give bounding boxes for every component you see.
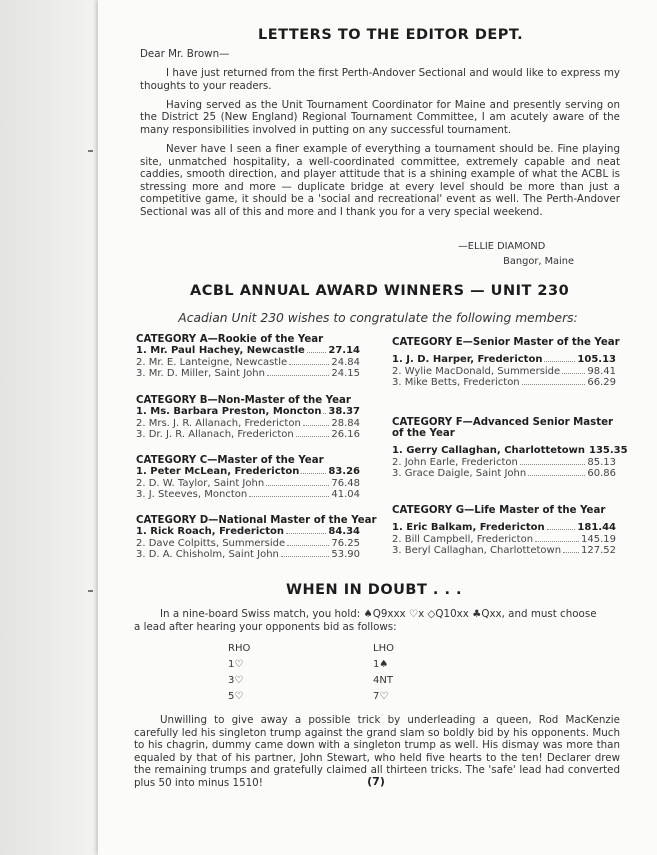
award-row: 2. Mr. E. Lanteigne, Newcastle 24.84 (136, 356, 360, 368)
category-title: CATEGORY A—Rookie of the Year (136, 334, 324, 345)
category-c (136, 455, 360, 501)
category-title: CATEGORY C—Master of the Year (136, 455, 324, 466)
award-row: 3. Grace Daigle, Saint John 60.86 (392, 468, 616, 479)
story-paragraph: Unwilling to give away a possible trick by underleading a queen, Rod MacKenzie carefully led his singleton trump against the grand slam so boldly bid by his opponents. Much to his chagrin, dummy came down with a singleton trump as well. His dismay was more than equaled by that of his partner, John Stewart, who held five hearts to the ten! Declarer drew the remaining trumps and gratefully claimed all thirteen tricks. The 'safe' lead had converted plus 50 into minus 1510! (134, 714, 620, 789)
category-d (136, 515, 377, 561)
category-g (392, 505, 616, 557)
category-f (392, 417, 628, 480)
award-row: 1. Eric Balkam, Fredericton 181.44 (392, 522, 616, 533)
category-title: CATEGORY G—Life Master of the Year (392, 505, 606, 516)
category-b (136, 395, 360, 441)
award-row: 2. Bill Campbell, Fredericton 145.19 (392, 533, 616, 545)
letters-heading: LETTERS TO THE EDITOR DEPT. (258, 27, 524, 43)
rho-label: RHO (228, 643, 251, 654)
award-row: 2. Dave Colpitts, Summerside 76.25 (136, 537, 360, 549)
awards-tagline: Acadian Unit 230 wishes to congratulate the following members: (178, 311, 578, 325)
letter-location: Bangor, Maine (503, 256, 574, 267)
award-row: 2. Wylie MacDonald, Summerside 98.41 (392, 365, 616, 377)
bid: 1♠ (373, 659, 389, 670)
award-row: 1. Peter McLean, Fredericton 83.26 (136, 466, 360, 477)
award-row: 2. Mrs. J. R. Allanach, Fredericton 28.84 (136, 417, 360, 429)
hand-line: In a nine-board Swiss match, you hold: ♠Q9xxx ♡x ◇Q10xx ♣Qxx, and must choose (160, 608, 597, 620)
letter-paragraph: Having served as the Unit Tournament Coordinator for Maine and presently serving on the District 25 (New England) Regional Tournament Committee, I am acutely aware of the many responsibilities involved in putting on any successful tournament. (140, 98, 620, 136)
document-page (98, 0, 657, 855)
bid: 7♡ (373, 691, 389, 702)
bid: 1♡ (228, 659, 244, 670)
award-row: 3. Mr. D. Miller, Saint John 24.15 (136, 368, 360, 379)
doubt-heading: WHEN IN DOUBT . . . (286, 582, 463, 598)
award-row: 1. J. D. Harper, Fredericton 105.13 (392, 354, 616, 365)
letter-salutation: Dear Mr. Brown— (140, 48, 230, 60)
bid: 4NT (373, 675, 393, 686)
rho-bids (228, 641, 250, 705)
hand-description (134, 608, 624, 633)
category-title: CATEGORY D—National Master of the Year (136, 515, 377, 526)
page-number: (7) (367, 775, 385, 788)
award-row: 1. Gerry Callaghan, Charlottetown 135.35 (392, 445, 628, 456)
award-row: 3. Mike Betts, Fredericton 66.29 (392, 377, 616, 388)
category-title-cont: of the Year (392, 428, 455, 439)
award-row: 1. Ms. Barbara Preston, Moncton 38.37 (136, 406, 360, 417)
category-title: CATEGORY B—Non-Master of the Year (136, 395, 351, 406)
bid: 3♡ (228, 675, 244, 686)
binding-mark (88, 590, 93, 592)
bid: 5♡ (228, 691, 244, 702)
category-e (392, 337, 620, 389)
hand-line: a lead after hearing your opponents bid as follows: (134, 620, 397, 633)
letter-paragraph: I have just returned from the first Perth-Andover Sectional and would like to express my thoughts to your readers. (140, 67, 620, 92)
award-row: 3. Dr. J. R. Allanach, Fredericton 26.16 (136, 429, 360, 440)
award-row: 3. J. Steeves, Moncton 41.04 (136, 489, 360, 500)
letter-paragraph: Never have I seen a finer example of everything a tournament should be. Fine playing site, unmatched hospitality, a well-coordinated committee, extremely capable and neat caddies, smooth direction, and player attitude that is a shining example of what the ACBL is stressing more and more — duplicate bridge at every level should be more than just a competitive game, it should be a 'social and recreational' event as well. The Perth-Andover Sectional was all of this and more and I thank you for a very special weekend. (140, 143, 620, 219)
binding-mark (88, 150, 93, 152)
award-row: 3. D. A. Chisholm, Saint John 53.90 (136, 549, 360, 560)
letter-signature: —ELLIE DIAMOND (458, 241, 546, 252)
category-title: CATEGORY E—Senior Master of the Year (392, 337, 620, 348)
category-title: CATEGORY F—Advanced Senior Master (392, 417, 614, 428)
letter-body (140, 48, 620, 225)
lho-label: LHO (373, 643, 394, 654)
award-row: 1. Rick Roach, Fredericton 84.34 (136, 526, 360, 537)
award-row: 3. Beryl Callaghan, Charlottetown 127.52 (392, 545, 616, 556)
award-row: 1. Mr. Paul Hachey, Newcastle 27.14 (136, 345, 360, 356)
award-row: 2. John Earle, Fredericton 85.13 (392, 456, 616, 468)
award-row: 2. D. W. Taylor, Saint John 76.48 (136, 477, 360, 489)
lho-bids (373, 641, 394, 705)
category-a (136, 334, 360, 380)
binding-gutter (0, 0, 96, 855)
awards-heading: ACBL ANNUAL AWARD WINNERS — UNIT 230 (190, 283, 570, 299)
